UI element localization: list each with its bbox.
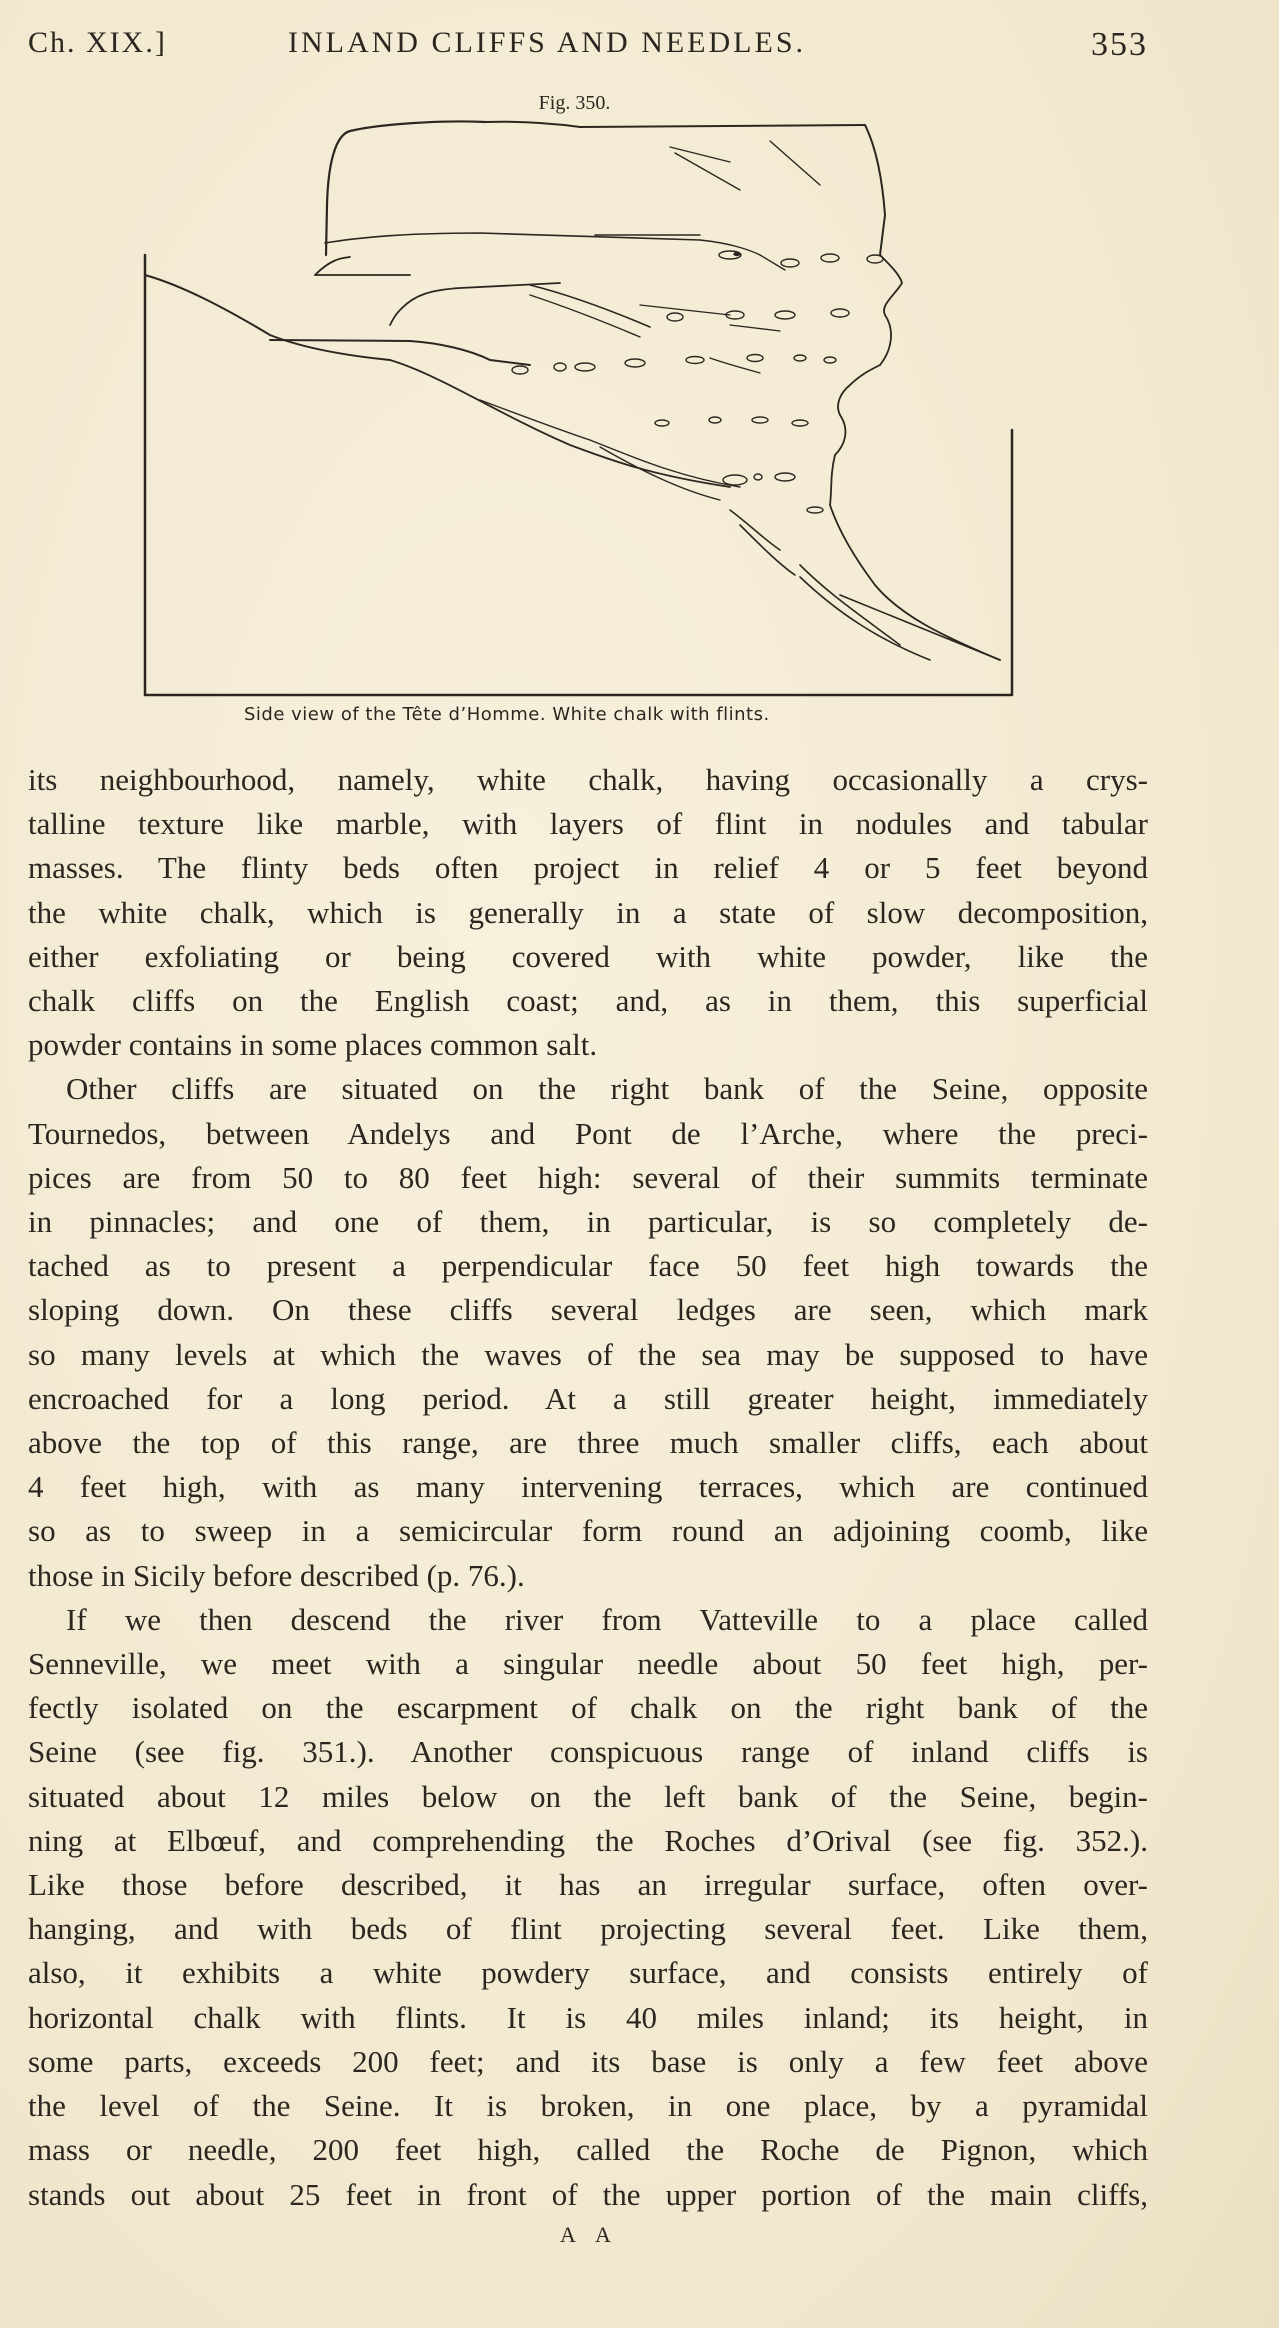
text-line: If we then descend the river from Vatteville to a place called [66,1601,1148,1637]
paragraph [28,1598,1148,2217]
text-line: either exfoliating or being covered with white powder, like the [28,938,1148,974]
text-line: the level of the Seine. It is broken, in one place, by a pyramidal [28,2088,1148,2124]
text-line: 4 feet high, with as many intervening terraces, which are continued [28,1469,1148,1505]
paragraph [28,1067,1148,1597]
text-line: tached as to present a perpendicular face 50 feet high towards the [28,1248,1148,1284]
text-line: horizontal chalk with flints. It is 40 miles inland; its height, in [28,1999,1148,2035]
text-line: Like those before described, it has an irregular surface, often over- [28,1867,1148,1903]
text-line: situated about 12 miles below on the left bank of the Seine, begin- [28,1778,1148,1814]
text-line: some parts, exceeds 200 feet; and its base is only a few feet above [28,2043,1148,2079]
text-line: mass or needle, 200 feet high, called the Roche de Pignon, which [28,2132,1148,2168]
text-line: Seine (see fig. 351.). Another conspicuous range of inland cliffs is [28,1734,1148,1770]
text-line: Other cliffs are situated on the right bank of the Seine, opposite [66,1071,1148,1107]
running-header [28,26,1148,66]
text-line: chalk cliffs on the English coast; and, as in them, this superficial [28,983,1148,1019]
figure-caption: Side view of the Tête d’Homme. White chalk with flints. [244,704,770,725]
text-line: its neighbourhood, namely, white chalk, having occasionally a crys- [28,762,1148,797]
text-line: so as to sweep in a semicircular form round an adjoining coomb, like [28,1513,1148,1549]
text-line: ning at Elbœuf, and comprehending the Roches d’Orival (see fig. 352.). [28,1822,1148,1858]
chapter-reference: Ch. XIX.] [28,26,167,59]
text-line: those in Sicily before described (p. 76.). [28,1557,525,1593]
text-line: pices are from 50 to 80 feet high: several of their summits terminate [28,1159,1148,1195]
text-line: powder contains in some places common salt. [28,1027,598,1063]
text-line: talline texture like marble, with layers of flint in nodules and tabular [28,806,1148,842]
text-line: stands out about 25 feet in front of the upper portion of the main cliffs, [28,2176,1148,2212]
page-number: 353 [1091,26,1148,63]
text-line: fectly isolated on the escarpment of chalk on the right bank of the [28,1690,1148,1726]
flint-nodules [512,251,883,513]
text-line: masses. The flinty beds often project in relief 4 or 5 feet beyond [28,850,1148,886]
text-line: in pinnacles; and one of them, in particular, is so completely de- [28,1204,1148,1240]
text-line: also, it exhibits a white powdery surface, and consists entirely of [28,1955,1148,1991]
text-line: hanging, and with beds of flint projecting several feet. Like them, [28,1911,1148,1947]
cliff-illustration [140,115,1020,700]
running-title: INLAND CLIFFS AND NEEDLES. [288,26,807,59]
text-line: so many levels at which the waves of the sea may be supposed to have [28,1336,1148,1372]
text-line: the white chalk, which is generally in a state of slow decomposition, [28,894,1148,930]
slope-line [145,275,390,360]
text-line: Senneville, we meet with a singular needle about 50 feet high, per- [28,1646,1148,1682]
printer-signature: A A [560,2222,619,2247]
text-line: above the top of this range, are three much smaller cliffs, each about [28,1425,1148,1461]
text-line: Tournedos, between Andelys and Pont de l’Arche, where the preci- [28,1115,1148,1151]
figure-frame [145,255,1012,695]
figure-label: Fig. 350. [538,92,611,114]
body-text [28,758,1148,2217]
text-line: encroached for a long period. At a still greater height, immediately [28,1380,1148,1416]
text-line: sloping down. On these cliffs several ledges are seen, which mark [28,1292,1148,1328]
paragraph [28,758,1148,1067]
